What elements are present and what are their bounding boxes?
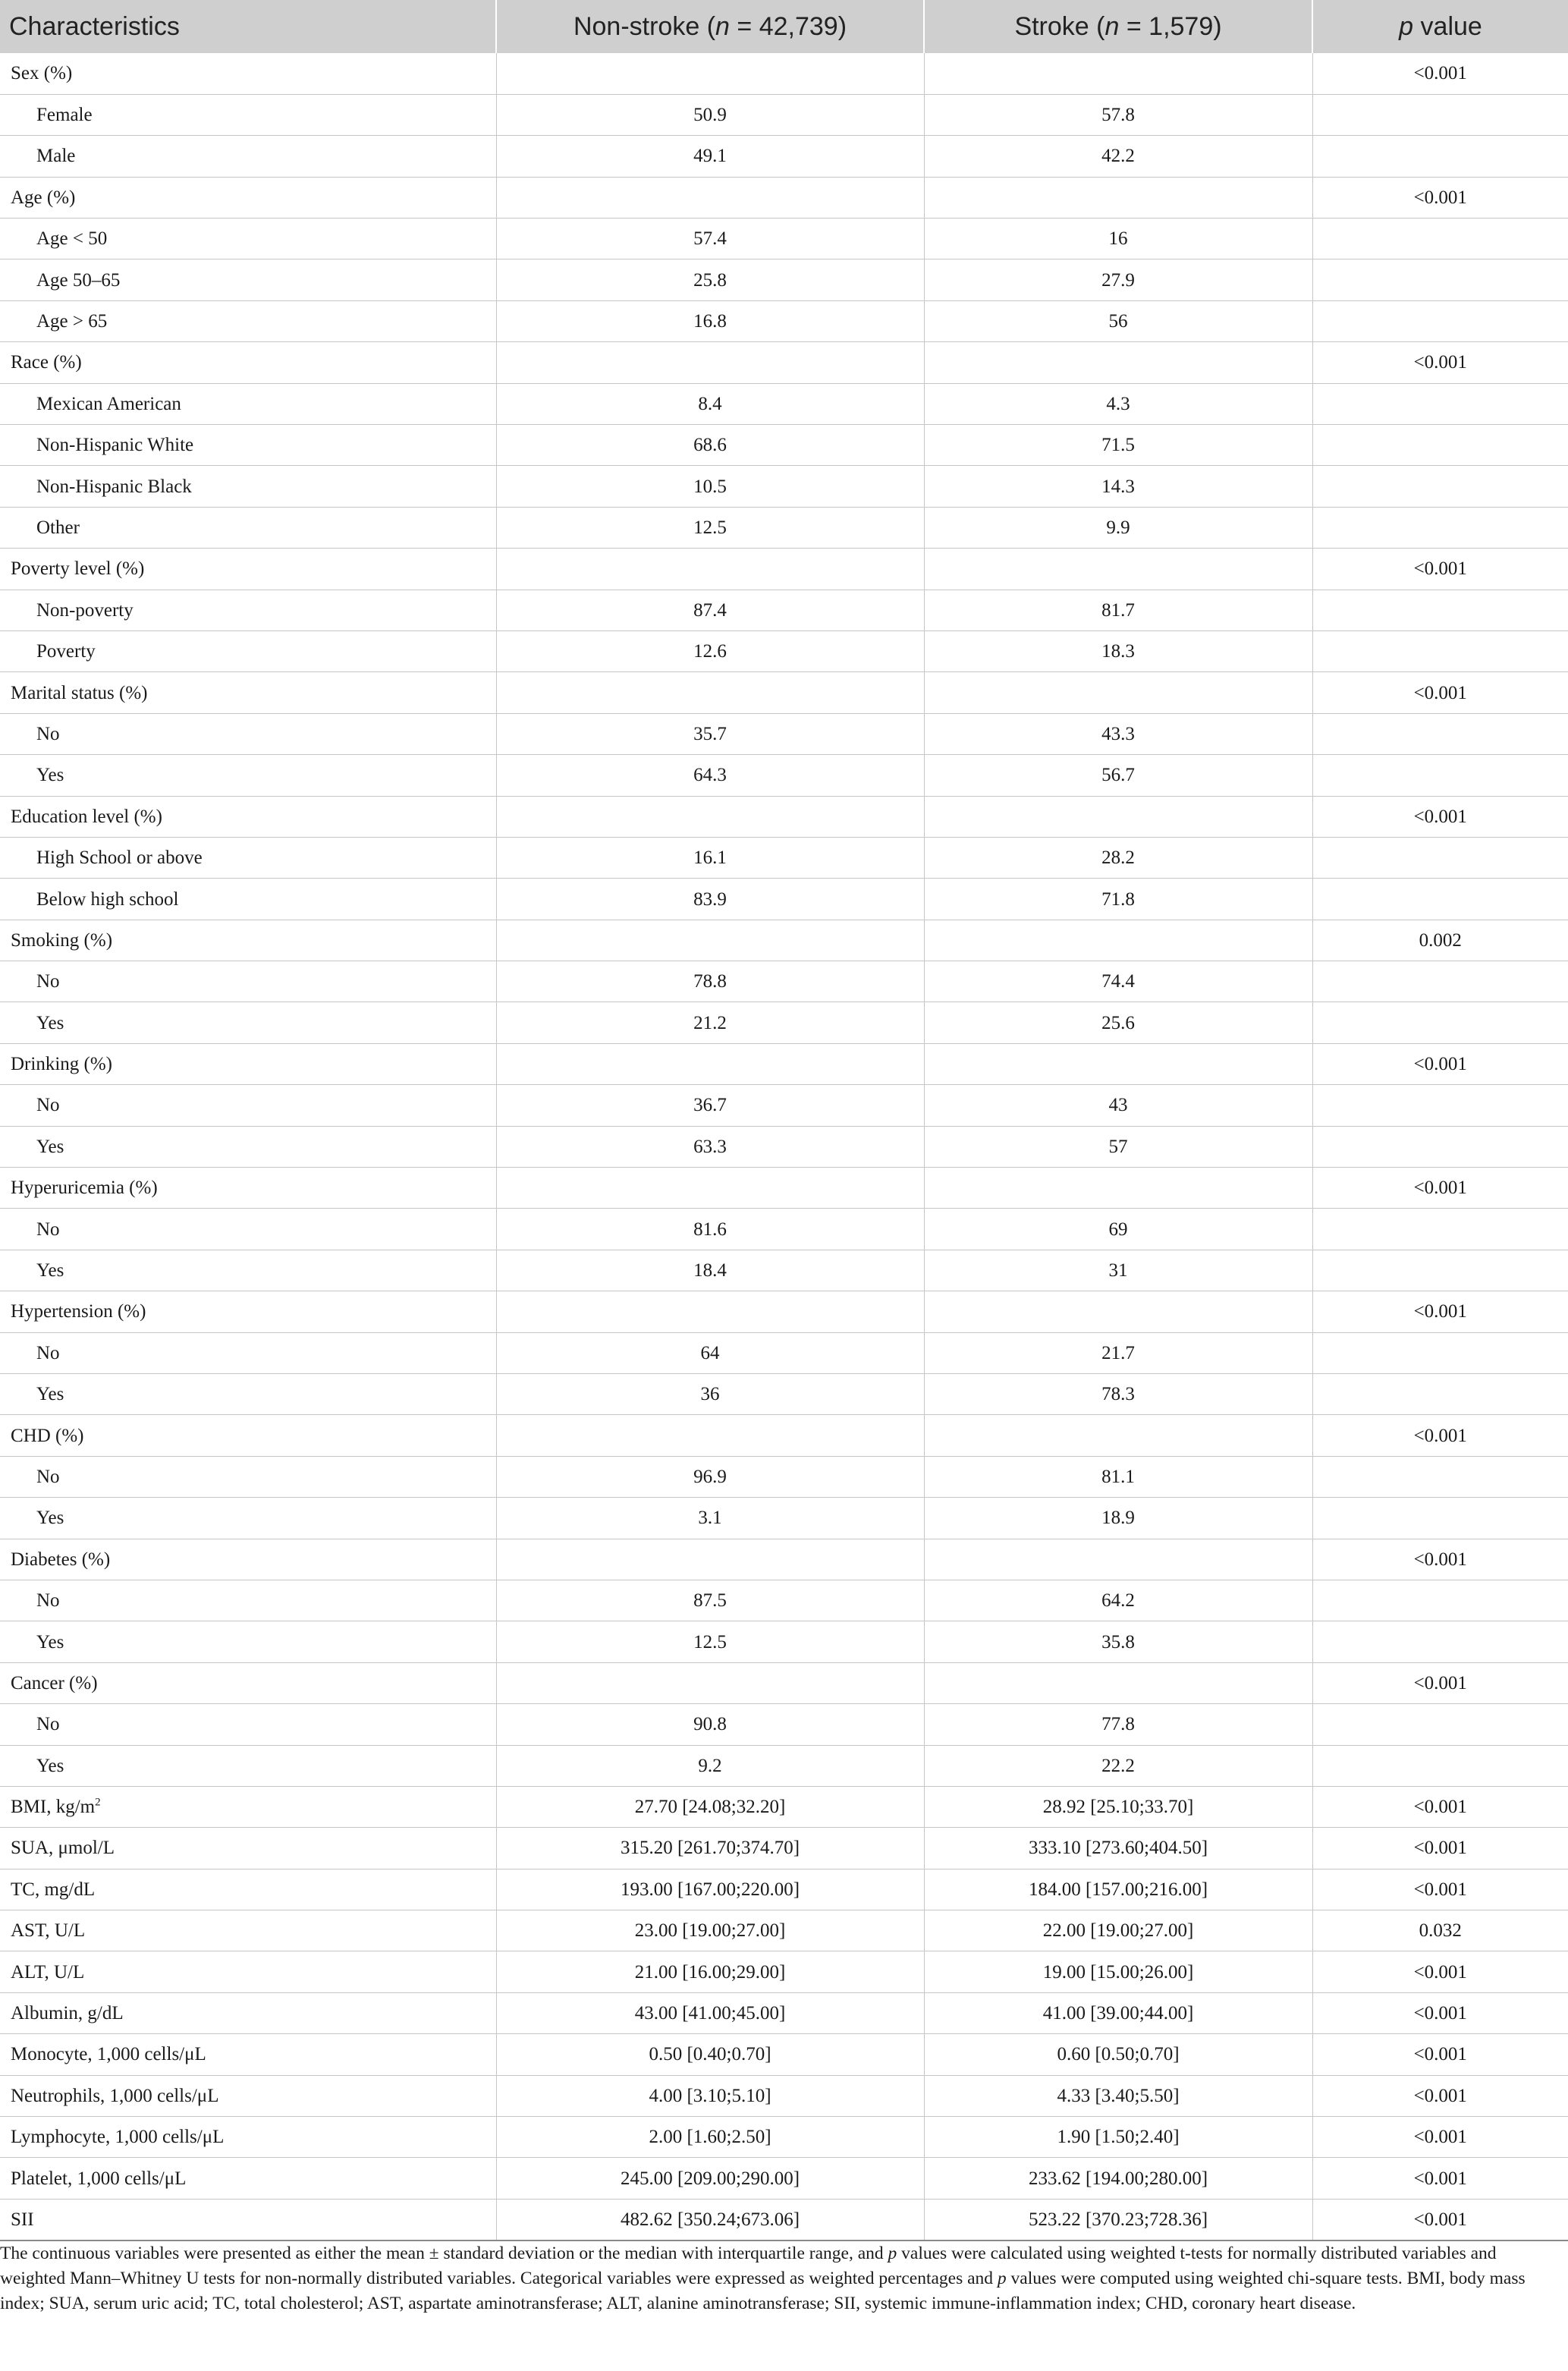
- stroke-value: 42.2: [924, 136, 1312, 177]
- table-row: [0, 1704, 1568, 1745]
- non-stroke-value: 50.9: [496, 94, 924, 135]
- stroke-value: [924, 549, 1312, 590]
- stroke-value: 21.7: [924, 1332, 1312, 1373]
- row-label: ALT, U/L: [0, 1951, 496, 1992]
- row-label: Sex (%): [0, 53, 496, 94]
- p-value: [1312, 713, 1568, 754]
- row-label: Platelet, 1,000 cells/μL: [0, 2158, 496, 2199]
- non-stroke-value: 10.5: [496, 466, 924, 507]
- non-stroke-value: 64: [496, 1332, 924, 1373]
- row-label: SII: [0, 2199, 496, 2240]
- non-stroke-value: [496, 672, 924, 713]
- table-row: [0, 1415, 1568, 1456]
- stroke-value: 64.2: [924, 1580, 1312, 1621]
- row-label: No: [0, 1209, 496, 1250]
- stroke-value: [924, 342, 1312, 383]
- row-label: AST, U/L: [0, 1910, 496, 1951]
- table-row: [0, 1498, 1568, 1539]
- row-label: BMI, $kg/m^2$: [0, 1786, 496, 1827]
- p-value: <0.001: [1312, 1168, 1568, 1209]
- p-value: [1312, 1209, 1568, 1250]
- non-stroke-value: [496, 1662, 924, 1703]
- stroke-value: 333.10 [273.60;404.50]: [924, 1828, 1312, 1869]
- row-label: No: [0, 1580, 496, 1621]
- table-row: [0, 961, 1568, 1002]
- table-row: [0, 1085, 1568, 1126]
- row-label: Non-Hispanic Black: [0, 466, 496, 507]
- header-non-stroke: Non-stroke (n = 42,739): [496, 0, 924, 53]
- p-value: <0.001: [1312, 549, 1568, 590]
- stroke-value: 57.8: [924, 94, 1312, 135]
- non-stroke-value: 315.20 [261.70;374.70]: [496, 1828, 924, 1869]
- p-value: [1312, 507, 1568, 548]
- stroke-value: 69: [924, 1209, 1312, 1250]
- row-label: Diabetes (%): [0, 1539, 496, 1580]
- table-row: [0, 755, 1568, 796]
- row-label: Marital status (%): [0, 672, 496, 713]
- table-footnote: The continuous variables were presented as either the mean ± standard deviation or the median with interquartile range, and p values were calculated using weighted t-tests for normally distributed variables and weighted Mann–Whitney U tests for non-normally distributed variables. Categorical variables were expressed as weighted percentages and p values were computed using weighted chi-square tests. BMI, body mass index; SUA, serum uric acid; TC, total cholesterol; AST, aspartate aminotransferase; ALT, alanine aminotransferase; SII, systemic immune-inflammation index; CHD, coronary heart disease.: [0, 2244, 1526, 2313]
- non-stroke-value: 36: [496, 1374, 924, 1415]
- stroke-value: 77.8: [924, 1704, 1312, 1745]
- table-row: [0, 466, 1568, 507]
- table-row: [0, 1291, 1568, 1332]
- non-stroke-value: [496, 796, 924, 837]
- non-stroke-value: 21.00 [16.00;29.00]: [496, 1951, 924, 1992]
- row-label: Monocyte, 1,000 cells/μL: [0, 2034, 496, 2075]
- stroke-value: [924, 1168, 1312, 1209]
- table-row: [0, 1456, 1568, 1497]
- p-value: [1312, 1621, 1568, 1662]
- stroke-value: 184.00 [157.00;216.00]: [924, 1869, 1312, 1910]
- table-row: [0, 136, 1568, 177]
- stroke-value: [924, 53, 1312, 94]
- non-stroke-value: 83.9: [496, 879, 924, 920]
- row-label: Neutrophils, 1,000 cells/μL: [0, 2075, 496, 2116]
- p-value: <0.001: [1312, 1415, 1568, 1456]
- stroke-value: [924, 920, 1312, 961]
- stroke-value: [924, 1539, 1312, 1580]
- table-row: [0, 1910, 1568, 1951]
- table-row: [0, 1992, 1568, 2033]
- non-stroke-value: 9.2: [496, 1745, 924, 1786]
- table-row: [0, 1209, 1568, 1250]
- table-row: [0, 1951, 1568, 1992]
- table-row: [0, 2117, 1568, 2158]
- non-stroke-value: 16.1: [496, 837, 924, 878]
- p-value: [1312, 94, 1568, 135]
- table-row: [0, 177, 1568, 218]
- table-row: [0, 713, 1568, 754]
- p-value: <0.001: [1312, 1539, 1568, 1580]
- stroke-value: [924, 796, 1312, 837]
- p-value: [1312, 136, 1568, 177]
- stroke-value: 81.7: [924, 590, 1312, 630]
- p-value: <0.001: [1312, 672, 1568, 713]
- stroke-value: 4.3: [924, 383, 1312, 424]
- stroke-value: 14.3: [924, 466, 1312, 507]
- table-row: [0, 1828, 1568, 1869]
- row-label: Yes: [0, 1498, 496, 1539]
- non-stroke-value: [496, 1168, 924, 1209]
- non-stroke-value: [496, 1415, 924, 1456]
- table-row: [0, 342, 1568, 383]
- p-value: 0.032: [1312, 1910, 1568, 1951]
- non-stroke-value: 68.6: [496, 425, 924, 466]
- non-stroke-value: 96.9: [496, 1456, 924, 1497]
- row-label: Yes: [0, 1126, 496, 1167]
- p-value: [1312, 961, 1568, 1002]
- table-row: [0, 1580, 1568, 1621]
- stroke-value: 28.2: [924, 837, 1312, 878]
- table-row: [0, 1168, 1568, 1209]
- p-value: <0.001: [1312, 2034, 1568, 2075]
- table-row: [0, 837, 1568, 878]
- non-stroke-value: [496, 1539, 924, 1580]
- non-stroke-value: [496, 549, 924, 590]
- row-label: Age 50–65: [0, 259, 496, 300]
- stroke-value: 27.9: [924, 259, 1312, 300]
- row-label: Yes: [0, 755, 496, 796]
- p-value: [1312, 383, 1568, 424]
- p-value: [1312, 425, 1568, 466]
- row-label: No: [0, 1704, 496, 1745]
- table-row: [0, 2158, 1568, 2199]
- stroke-value: 1.90 [1.50;2.40]: [924, 2117, 1312, 2158]
- row-label: Mexican American: [0, 383, 496, 424]
- p-value: [1312, 590, 1568, 630]
- non-stroke-value: 193.00 [167.00;220.00]: [496, 1869, 924, 1910]
- non-stroke-value: 87.5: [496, 1580, 924, 1621]
- non-stroke-value: 57.4: [496, 219, 924, 259]
- row-label: High School or above: [0, 837, 496, 878]
- stroke-value: 56.7: [924, 755, 1312, 796]
- stroke-value: 18.3: [924, 630, 1312, 671]
- p-value: [1312, 1704, 1568, 1745]
- stroke-value: 41.00 [39.00;44.00]: [924, 1992, 1312, 2033]
- row-label: No: [0, 1085, 496, 1126]
- row-label: Yes: [0, 1374, 496, 1415]
- stroke-value: 78.3: [924, 1374, 1312, 1415]
- table-row: [0, 383, 1568, 424]
- stroke-value: [924, 1291, 1312, 1332]
- row-label: Education level (%): [0, 796, 496, 837]
- stroke-value: 71.8: [924, 879, 1312, 920]
- header-p-value: p value: [1312, 0, 1568, 53]
- non-stroke-value: 12.6: [496, 630, 924, 671]
- non-stroke-value: 90.8: [496, 1704, 924, 1745]
- row-label: No: [0, 1332, 496, 1373]
- p-value: <0.001: [1312, 2158, 1568, 2199]
- stroke-value: 22.00 [19.00;27.00]: [924, 1910, 1312, 1951]
- stroke-value: 19.00 [15.00;26.00]: [924, 1951, 1312, 1992]
- header-stroke: Stroke (n = 1,579): [924, 0, 1312, 53]
- row-label: Albumin, g/dL: [0, 1992, 496, 2033]
- p-value: [1312, 630, 1568, 671]
- p-value: [1312, 879, 1568, 920]
- stroke-value: 9.9: [924, 507, 1312, 548]
- row-label: Female: [0, 94, 496, 135]
- stroke-value: 16: [924, 219, 1312, 259]
- row-label: CHD (%): [0, 1415, 496, 1456]
- non-stroke-value: 245.00 [209.00;290.00]: [496, 2158, 924, 2199]
- p-value: <0.001: [1312, 796, 1568, 837]
- table-row: [0, 672, 1568, 713]
- p-value: <0.001: [1312, 1869, 1568, 1910]
- table-row: [0, 53, 1568, 94]
- non-stroke-value: 16.8: [496, 300, 924, 341]
- row-label: Age < 50: [0, 219, 496, 259]
- row-label: Yes: [0, 1250, 496, 1291]
- non-stroke-value: 36.7: [496, 1085, 924, 1126]
- stroke-value: 18.9: [924, 1498, 1312, 1539]
- row-label: Yes: [0, 1745, 496, 1786]
- non-stroke-value: 87.4: [496, 590, 924, 630]
- stroke-value: 4.33 [3.40;5.50]: [924, 2075, 1312, 2116]
- p-value: <0.001: [1312, 342, 1568, 383]
- table-row: [0, 259, 1568, 300]
- stroke-value: [924, 1415, 1312, 1456]
- p-value: <0.001: [1312, 1951, 1568, 1992]
- p-value: <0.001: [1312, 1786, 1568, 1827]
- table-header: [0, 0, 1568, 53]
- non-stroke-value: [496, 920, 924, 961]
- non-stroke-value: 21.2: [496, 1002, 924, 1043]
- p-value: [1312, 300, 1568, 341]
- table-row: [0, 1745, 1568, 1786]
- row-label: Hyperuricemia (%): [0, 1168, 496, 1209]
- p-value: [1312, 219, 1568, 259]
- non-stroke-value: 35.7: [496, 713, 924, 754]
- table-row: [0, 425, 1568, 466]
- row-label: No: [0, 713, 496, 754]
- table-row: [0, 1869, 1568, 1910]
- stroke-value: 56: [924, 300, 1312, 341]
- p-value: [1312, 1580, 1568, 1621]
- table-row: [0, 1621, 1568, 1662]
- table-row: [0, 1126, 1568, 1167]
- non-stroke-value: 63.3: [496, 1126, 924, 1167]
- table-row: [0, 1539, 1568, 1580]
- header-characteristics: Characteristics: [9, 11, 180, 41]
- table-row: [0, 94, 1568, 135]
- non-stroke-value: 8.4: [496, 383, 924, 424]
- p-value: [1312, 1250, 1568, 1291]
- table-row: [0, 219, 1568, 259]
- row-label: Age > 65: [0, 300, 496, 341]
- p-value: <0.001: [1312, 1043, 1568, 1084]
- stroke-value: 81.1: [924, 1456, 1312, 1497]
- non-stroke-value: 81.6: [496, 1209, 924, 1250]
- table-row: [0, 630, 1568, 671]
- stroke-value: [924, 177, 1312, 218]
- p-value: <0.001: [1312, 2075, 1568, 2116]
- row-label: Non-Hispanic White: [0, 425, 496, 466]
- p-value: [1312, 755, 1568, 796]
- table-row: [0, 1250, 1568, 1291]
- stroke-value: [924, 1043, 1312, 1084]
- p-value: [1312, 259, 1568, 300]
- row-label: Below high school: [0, 879, 496, 920]
- p-value: <0.001: [1312, 1662, 1568, 1703]
- row-label: Yes: [0, 1621, 496, 1662]
- row-label: Age (%): [0, 177, 496, 218]
- p-value: [1312, 466, 1568, 507]
- non-stroke-value: [496, 342, 924, 383]
- table-row: [0, 1043, 1568, 1084]
- row-label: Poverty: [0, 630, 496, 671]
- table-row: [0, 2034, 1568, 2075]
- table-row: [0, 2075, 1568, 2116]
- table-row: [0, 590, 1568, 630]
- non-stroke-value: 4.00 [3.10;5.10]: [496, 2075, 924, 2116]
- stroke-value: 25.6: [924, 1002, 1312, 1043]
- p-value: [1312, 1085, 1568, 1126]
- non-stroke-value: 2.00 [1.60;2.50]: [496, 2117, 924, 2158]
- p-value: <0.001: [1312, 1828, 1568, 1869]
- stroke-value: 31: [924, 1250, 1312, 1291]
- table-row: [0, 507, 1568, 548]
- stroke-value: 28.92 [25.10;33.70]: [924, 1786, 1312, 1827]
- row-label: Race (%): [0, 342, 496, 383]
- table-row: [0, 879, 1568, 920]
- row-label: Other: [0, 507, 496, 548]
- stroke-value: 35.8: [924, 1621, 1312, 1662]
- p-value: [1312, 1002, 1568, 1043]
- table-row: [0, 1002, 1568, 1043]
- non-stroke-value: 27.70 [24.08;32.20]: [496, 1786, 924, 1827]
- row-label: TC, mg/dL: [0, 1869, 496, 1910]
- p-value: <0.001: [1312, 53, 1568, 94]
- non-stroke-value: 78.8: [496, 961, 924, 1002]
- row-label: Hypertension (%): [0, 1291, 496, 1332]
- p-value: <0.001: [1312, 1992, 1568, 2033]
- stroke-value: 43.3: [924, 713, 1312, 754]
- stroke-value: 22.2: [924, 1745, 1312, 1786]
- row-label: No: [0, 961, 496, 1002]
- non-stroke-value: 64.3: [496, 755, 924, 796]
- stroke-value: 71.5: [924, 425, 1312, 466]
- p-value: <0.001: [1312, 2199, 1568, 2240]
- p-value: <0.001: [1312, 2117, 1568, 2158]
- table-row: [0, 1786, 1568, 1827]
- stroke-value: [924, 1662, 1312, 1703]
- non-stroke-value: 3.1: [496, 1498, 924, 1539]
- row-label: Poverty level (%): [0, 549, 496, 590]
- p-value: <0.001: [1312, 1291, 1568, 1332]
- header-row: [0, 0, 1568, 53]
- stroke-value: 233.62 [194.00;280.00]: [924, 2158, 1312, 2199]
- p-value: [1312, 1498, 1568, 1539]
- p-value: [1312, 1332, 1568, 1373]
- row-label: Drinking (%): [0, 1043, 496, 1084]
- non-stroke-value: 49.1: [496, 136, 924, 177]
- non-stroke-value: 25.8: [496, 259, 924, 300]
- p-value: [1312, 1745, 1568, 1786]
- stroke-value: 57: [924, 1126, 1312, 1167]
- table-row: [0, 1662, 1568, 1703]
- row-label: Yes: [0, 1002, 496, 1043]
- non-stroke-value: 482.62 [350.24;673.06]: [496, 2199, 924, 2240]
- non-stroke-value: [496, 53, 924, 94]
- table-row: [0, 1374, 1568, 1415]
- table-body: [0, 53, 1568, 2241]
- non-stroke-value: 18.4: [496, 1250, 924, 1291]
- table-row: [0, 920, 1568, 961]
- table-row: [0, 2199, 1568, 2240]
- non-stroke-value: [496, 1291, 924, 1332]
- table-row: [0, 796, 1568, 837]
- p-value: <0.001: [1312, 177, 1568, 218]
- p-value: [1312, 1456, 1568, 1497]
- non-stroke-value: 0.50 [0.40;0.70]: [496, 2034, 924, 2075]
- p-value: [1312, 837, 1568, 878]
- table-row: [0, 1332, 1568, 1373]
- stroke-value: 74.4: [924, 961, 1312, 1002]
- stroke-value: [924, 672, 1312, 713]
- non-stroke-value: 43.00 [41.00;45.00]: [496, 1992, 924, 2033]
- p-value: 0.002: [1312, 920, 1568, 961]
- non-stroke-value: 12.5: [496, 1621, 924, 1662]
- row-label: Cancer (%): [0, 1662, 496, 1703]
- row-label: Male: [0, 136, 496, 177]
- row-label: Lymphocyte, 1,000 cells/μL: [0, 2117, 496, 2158]
- p-value: [1312, 1126, 1568, 1167]
- row-label: No: [0, 1456, 496, 1497]
- non-stroke-value: [496, 177, 924, 218]
- non-stroke-value: [496, 1043, 924, 1084]
- stroke-value: 43: [924, 1085, 1312, 1126]
- stroke-value: 0.60 [0.50;0.70]: [924, 2034, 1312, 2075]
- table-row: [0, 549, 1568, 590]
- table-row: [0, 300, 1568, 341]
- non-stroke-value: 12.5: [496, 507, 924, 548]
- row-label: SUA, μmol/L: [0, 1828, 496, 1869]
- row-label: Smoking (%): [0, 920, 496, 961]
- row-label: Non-poverty: [0, 590, 496, 630]
- stroke-value: 523.22 [370.23;728.36]: [924, 2199, 1312, 2240]
- non-stroke-value: 23.00 [19.00;27.00]: [496, 1910, 924, 1951]
- p-value: [1312, 1374, 1568, 1415]
